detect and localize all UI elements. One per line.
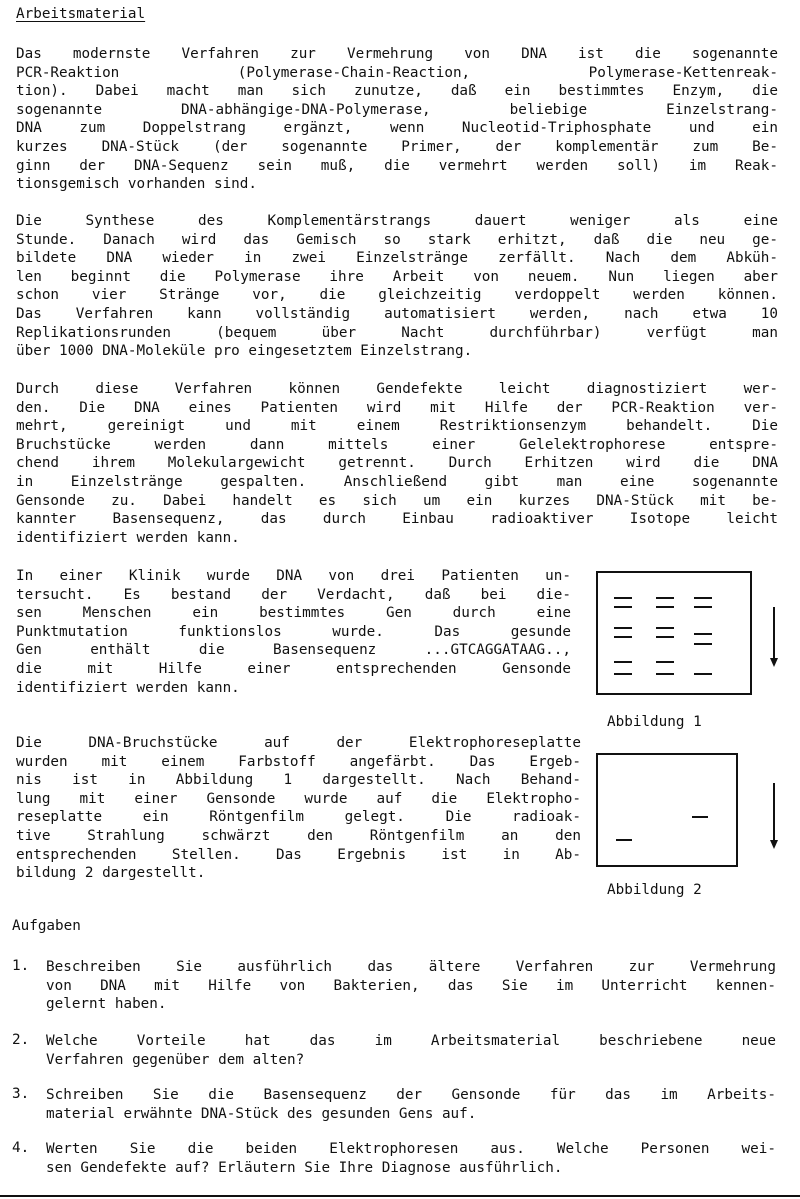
task-text xyxy=(46,1140,776,1177)
text-line: sen Gendefekte auf? Erläutern Sie Ihre Diagnose ausführlich. xyxy=(46,1159,563,1176)
gel-band xyxy=(614,606,632,608)
text-line: in Einzelstränge gespalten. Anschließend gibt man eine sogenannte xyxy=(16,473,778,490)
gel-band xyxy=(656,673,674,675)
text-line: die mit Hilfe einer entsprechenden Gensonde xyxy=(16,660,571,677)
text-line: lung mit einer Gensonde wurde auf die Elektropho- xyxy=(16,790,581,807)
gel-band xyxy=(694,633,712,635)
paragraph-diagnosis xyxy=(16,380,778,547)
task-4 xyxy=(12,1140,776,1180)
task-2 xyxy=(12,1032,776,1072)
text-line: material erwähnte DNA-Stück des gesunden Gens auf. xyxy=(46,1105,477,1122)
text-line: Punktmutation funktionslos wurde. Das gesunde xyxy=(16,623,571,640)
gel-band xyxy=(694,643,712,645)
text-line: identifiziert werden kann. xyxy=(16,679,240,696)
task-number: 3. xyxy=(12,1086,30,1102)
task-1 xyxy=(12,958,776,1018)
text-line: Bruchstücke werden dann mittels einer Gelelektrophorese entspre- xyxy=(16,436,778,453)
text-line: Verfahren gegenüber dem alten? xyxy=(46,1051,305,1068)
gel-band xyxy=(694,606,712,608)
text-line: Die Synthese des Komplementärstrangs dauert weniger als eine xyxy=(16,213,778,229)
text-line: reseplatte ein Röntgenfilm gelegt. Die radioak- xyxy=(16,809,581,826)
text-line: mehrt, gereinigt und mit einem Restriktionsenzym behandelt. Die xyxy=(16,418,778,435)
text-line: tersucht. Es bestand der Verdacht, daß bei die- xyxy=(16,586,571,603)
migration-arrow-shaft xyxy=(773,783,775,841)
gel-band xyxy=(656,597,674,599)
task-text xyxy=(46,958,776,1014)
text-line: chend ihrem Molekulargewicht getrennt. Durch Erhitzen wird die DNA xyxy=(16,455,778,472)
text-line: Werten Sie die beiden Elektrophoresen aus. Welche Personen wei- xyxy=(46,1141,776,1157)
text-line: wurden mit einem Farbstoff angefärbt. Das Ergeb- xyxy=(16,753,581,770)
text-line: kannter Basensequenz, das durch Einbau radioaktiver Isotope leicht xyxy=(16,511,778,528)
text-line: sen Menschen ein bestimmtes Gen durch eine xyxy=(16,605,571,622)
text-line: bildete DNA wieder in zwei Einzelstränge zerfällt. Nach dem Abküh- xyxy=(16,250,778,267)
tasks-heading: Aufgaben xyxy=(12,918,81,934)
text-line: Stunde. Danach wird das Gemisch so stark erhitzt, daß die neu ge- xyxy=(16,231,778,248)
film-spot xyxy=(692,816,708,818)
gel-band xyxy=(614,627,632,629)
text-line: kurzes DNA-Stück (der sogenannte Primer, der komplementär zum Be- xyxy=(16,138,778,155)
text-line: identifiziert werden kann. xyxy=(16,529,240,546)
task-3 xyxy=(12,1086,776,1126)
figure-2-caption: Abbildung 2 xyxy=(607,882,702,898)
gel-band xyxy=(656,661,674,663)
text-line: tionsgemisch vorhanden sind. xyxy=(16,176,258,193)
migration-arrow-head xyxy=(770,840,778,849)
text-line: Die DNA-Bruchstücke auf der Elektrophoreseplatte xyxy=(16,735,581,751)
text-line: Replikationsrunden (bequem über Nacht durchführbar) verfügt man xyxy=(16,324,778,341)
figure-1 xyxy=(596,571,786,735)
text-line: den. Die DNA eines Patienten wird mit Hilfe der PCR-Reaktion ver- xyxy=(16,399,778,416)
text-line: In einer Klinik wurde DNA von drei Patienten un- xyxy=(16,568,571,584)
task-number: 2. xyxy=(12,1032,30,1048)
gel-plate xyxy=(596,571,752,695)
gel-band xyxy=(694,673,712,675)
text-line: Schreiben Sie die Basensequenz der Gensonde für das im Arbeits- xyxy=(46,1087,776,1103)
text-line: tive Strahlung schwärzt den Röntgenfilm an den xyxy=(16,827,581,844)
text-line: schon vier Stränge vor, die gleichzeitig verdoppelt werden können. xyxy=(16,287,778,304)
paragraph-electrophoresis xyxy=(16,734,581,883)
text-line: gelernt haben. xyxy=(46,996,167,1013)
film-spot xyxy=(616,839,632,841)
figure-2 xyxy=(596,753,786,905)
paragraph-synthesis xyxy=(16,212,778,361)
gel-band xyxy=(656,606,674,608)
task-number: 4. xyxy=(12,1140,30,1156)
text-line: Durch diese Verfahren können Gendefekte leicht diagnostiziert wer- xyxy=(16,381,778,397)
text-line: nis ist in Abbildung 1 dargestellt. Nach Behand- xyxy=(16,772,581,789)
gel-band xyxy=(694,597,712,599)
text-line: über 1000 DNA-Moleküle pro eingesetztem Einzelstrang. xyxy=(16,343,473,360)
task-text xyxy=(46,1032,776,1069)
text-line: len beginnt die Polymerase ihre Arbeit von neuem. Nun liegen aber xyxy=(16,268,778,285)
text-line: ginn der DNA-Sequenz sein muß, die vermehrt werden soll) im Reak- xyxy=(16,157,778,174)
text-line: von DNA mit Hilfe von Bakterien, das Sie im Unterricht kennen- xyxy=(46,977,776,994)
paragraph-pcr-intro xyxy=(16,45,778,194)
gel-band xyxy=(656,636,674,638)
gel-band xyxy=(614,597,632,599)
paragraph-clinic xyxy=(16,567,571,697)
text-line: entsprechenden Stellen. Das Ergebnis ist in Ab- xyxy=(16,846,581,863)
text-line: sogenannte DNA-abhängige-DNA-Polymerase, beliebige Einzelstrang- xyxy=(16,101,778,118)
text-line: Das modernste Verfahren zur Vermehrung von DNA ist die sogenannte xyxy=(16,46,778,62)
gel-band xyxy=(614,636,632,638)
text-line: tion). Dabei macht man sich zunutze, daß ein bestimmtes Enzym, die xyxy=(16,83,778,100)
text-line: Welche Vorteile hat das im Arbeitsmaterial beschriebene neue xyxy=(46,1033,776,1049)
task-text xyxy=(46,1086,776,1123)
text-line: Beschreiben Sie ausführlich das ältere Verfahren zur Vermehrung xyxy=(46,959,776,975)
gel-band xyxy=(614,661,632,663)
xray-film xyxy=(596,753,738,867)
bottom-rule xyxy=(0,1195,800,1197)
page-title: Arbeitsmaterial xyxy=(16,6,146,22)
figure-1-caption: Abbildung 1 xyxy=(607,714,702,730)
text-line: Gensonde zu. Dabei handelt es sich um ein kurzes DNA-Stück mit be- xyxy=(16,492,778,509)
gel-band xyxy=(656,627,674,629)
gel-band xyxy=(614,673,632,675)
text-line: Das Verfahren kann vollständig automatisiert werden, nach etwa 10 xyxy=(16,305,778,322)
task-number: 1. xyxy=(12,958,30,974)
text-line: DNA zum Doppelstrang ergänzt, wenn Nucleotid-Triphosphate und ein xyxy=(16,120,778,137)
migration-arrow-head xyxy=(770,658,778,667)
text-line: Gen enthält die Basensequenz ...GTCAGGATAAG.., xyxy=(16,642,571,659)
text-line: bildung 2 dargestellt. xyxy=(16,865,206,882)
text-line: PCR-Reaktion (Polymerase-Chain-Reaction, Polymerase-Kettenreak- xyxy=(16,64,778,81)
migration-arrow-shaft xyxy=(773,607,775,659)
